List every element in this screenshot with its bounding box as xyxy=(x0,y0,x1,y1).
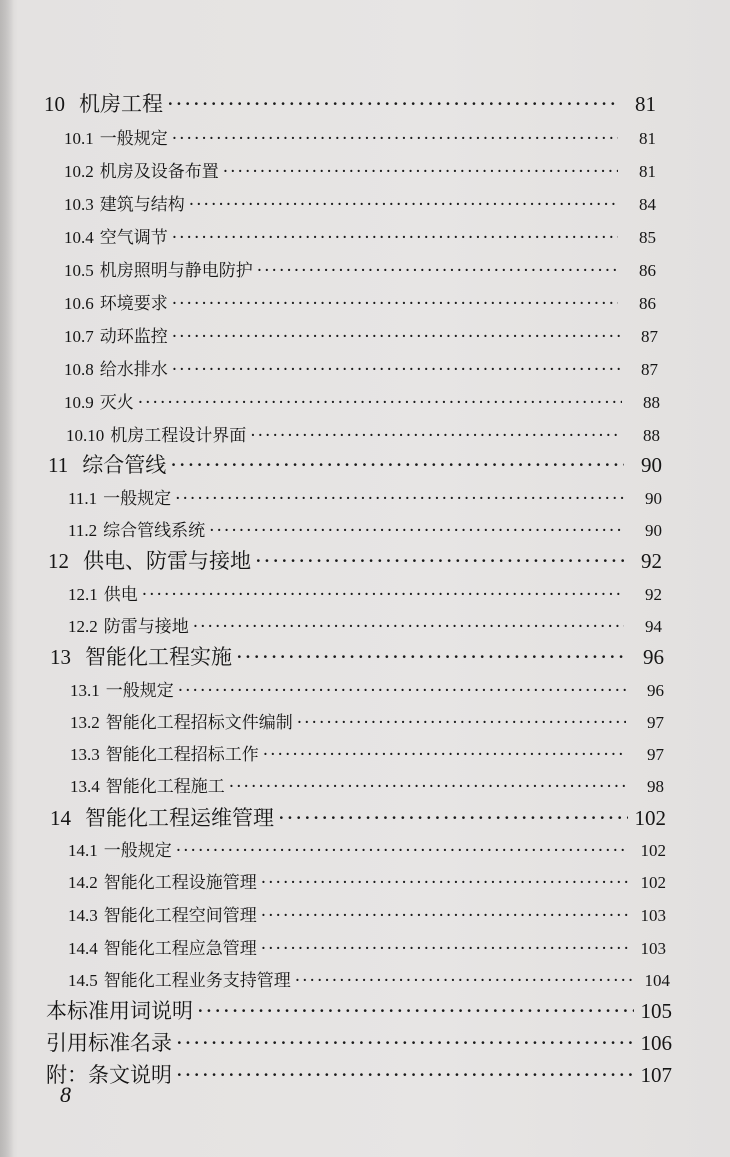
chapter-title: 智能化工程运维管理 xyxy=(85,806,274,830)
chapter-title: 智能化工程实施 xyxy=(85,645,232,669)
toc-section-14-1 xyxy=(68,836,666,861)
page-number: 85 xyxy=(639,228,656,247)
page-number: 107 xyxy=(640,1063,672,1087)
toc-section-12-1 xyxy=(68,580,662,605)
dot-leader xyxy=(223,162,618,182)
page-number: 88 xyxy=(643,426,660,445)
section-number: 10.5 xyxy=(64,261,94,280)
toc-explanation-of-provisions xyxy=(46,1059,672,1089)
toc-section-10-6 xyxy=(64,289,656,314)
section-number: 14.3 xyxy=(68,906,98,925)
chapter-number: 10 xyxy=(44,92,65,116)
page-number: 105 xyxy=(640,999,672,1023)
dot-leader xyxy=(257,261,618,281)
page-number: 86 xyxy=(639,261,656,280)
section-number: 10.3 xyxy=(64,195,94,214)
chapter-number: 12 xyxy=(48,549,69,573)
dot-leader xyxy=(250,426,622,446)
toc-section-13-2 xyxy=(70,708,664,733)
page-number: 81 xyxy=(639,129,656,148)
dot-leader xyxy=(170,453,624,477)
section-number: 14.2 xyxy=(68,873,98,892)
toc-section-10-2 xyxy=(64,157,656,182)
section-title: 给水排水 xyxy=(99,360,168,380)
section-title: 环境要求 xyxy=(99,294,168,314)
dot-leader xyxy=(172,327,620,347)
dot-leader xyxy=(172,360,620,380)
page-number: 90 xyxy=(645,521,662,540)
dot-leader xyxy=(176,841,628,861)
section-title: 防雷与接地 xyxy=(103,617,189,637)
toc-section-13-3 xyxy=(70,740,664,765)
toc-section-13-4 xyxy=(70,772,664,797)
dot-leader xyxy=(176,1063,634,1087)
page-number: 90 xyxy=(641,453,662,477)
section-number: 13.3 xyxy=(70,745,100,764)
dot-leader xyxy=(261,939,628,959)
toc-usage-notes xyxy=(46,995,672,1025)
page-number: 96 xyxy=(647,681,664,700)
section-title: 一般规定 xyxy=(99,129,168,149)
section-number: 12.2 xyxy=(68,617,98,636)
toc-section-13-1 xyxy=(70,676,664,701)
dot-leader xyxy=(175,489,624,509)
page-number: 86 xyxy=(639,294,656,313)
toc-section-10-1 xyxy=(64,124,656,149)
toc-section-11-1 xyxy=(68,484,662,509)
page-number: 106 xyxy=(640,1031,672,1055)
toc-section-14-2 xyxy=(68,868,666,893)
chapter-number: 14 xyxy=(50,806,71,830)
dot-leader xyxy=(189,195,618,215)
dot-leader xyxy=(138,393,622,413)
toc-chapter-12 xyxy=(48,545,662,575)
toc-section-14-4 xyxy=(68,934,666,959)
page-number: 92 xyxy=(641,549,662,573)
toc-section-14-3 xyxy=(68,901,666,926)
section-number: 11.2 xyxy=(68,521,98,540)
section-number: 10.9 xyxy=(64,393,94,412)
toc-section-10-9 xyxy=(64,388,660,413)
dot-leader xyxy=(209,521,624,541)
page-number: 98 xyxy=(647,777,664,796)
toc-section-10-5 xyxy=(64,256,656,281)
section-title: 智能化工程施工 xyxy=(105,777,225,797)
section-title: 机房及设备布置 xyxy=(99,162,219,182)
section-number: 10.10 xyxy=(66,426,105,445)
section-number: 10.4 xyxy=(64,228,94,247)
page-number: 84 xyxy=(639,195,656,214)
page-number: 81 xyxy=(635,92,656,116)
section-title: 智能化工程空间管理 xyxy=(103,906,257,926)
section-title: 智能化工程业务支持管理 xyxy=(103,971,291,991)
page-number: 104 xyxy=(644,971,670,990)
section-number: 10.7 xyxy=(64,327,94,346)
page-folio: 8 xyxy=(60,1082,71,1107)
page-number: 97 xyxy=(647,713,664,732)
toc-chapter-11 xyxy=(48,449,662,479)
section-number: 14.4 xyxy=(68,939,98,958)
chapter-number: 11 xyxy=(48,453,69,477)
backmatter-title: 附：条文说明 xyxy=(46,1063,172,1087)
page-number: 102 xyxy=(634,806,666,830)
section-title: 综合管线系统 xyxy=(103,521,206,541)
dot-leader xyxy=(142,585,624,605)
toc-section-10-4 xyxy=(64,223,656,248)
page-number: 96 xyxy=(643,645,664,669)
toc-referenced-standards xyxy=(46,1027,672,1057)
page-number: 87 xyxy=(641,360,658,379)
page-number: 88 xyxy=(643,393,660,412)
dot-leader xyxy=(295,971,632,991)
section-title: 智能化工程招标工作 xyxy=(105,745,259,765)
dot-leader xyxy=(172,228,618,248)
section-number: 10.1 xyxy=(64,129,94,148)
chapter-title: 机房工程 xyxy=(79,92,163,116)
section-title: 建筑与结构 xyxy=(99,195,185,215)
section-title: 动环监控 xyxy=(99,327,168,347)
section-number: 13.2 xyxy=(70,713,100,732)
dot-leader xyxy=(172,294,618,314)
page-number: 92 xyxy=(645,585,662,604)
page-number: 94 xyxy=(645,617,662,636)
dot-leader xyxy=(197,999,634,1023)
dot-leader xyxy=(261,906,628,926)
toc-section-10-8 xyxy=(64,355,658,380)
toc-section-10-3 xyxy=(64,190,656,215)
section-title: 机房照明与静电防护 xyxy=(99,261,253,281)
toc-section-11-2 xyxy=(68,516,662,541)
section-number: 10.6 xyxy=(64,294,94,313)
dot-leader xyxy=(297,713,626,733)
page-number: 81 xyxy=(639,162,656,181)
section-title: 一般规定 xyxy=(103,841,172,861)
section-number: 12.1 xyxy=(68,585,98,604)
section-number: 10.8 xyxy=(64,360,94,379)
dot-leader xyxy=(229,777,626,797)
chapter-title: 综合管线 xyxy=(82,453,167,477)
toc-section-10-7 xyxy=(64,322,658,347)
toc-chapter-10 xyxy=(44,88,656,118)
dot-leader xyxy=(261,873,628,893)
section-number: 10.2 xyxy=(64,162,94,181)
section-title: 供电 xyxy=(103,585,138,605)
section-number: 11.1 xyxy=(68,489,98,508)
dot-leader xyxy=(278,806,628,830)
page-number: 102 xyxy=(640,873,666,892)
page-number: 103 xyxy=(640,939,666,958)
section-title: 一般规定 xyxy=(105,681,174,701)
toc-chapter-13 xyxy=(50,641,664,671)
page-number: 97 xyxy=(647,745,664,764)
dot-leader xyxy=(236,645,626,669)
section-number: 14.5 xyxy=(68,971,98,990)
section-title: 智能化工程设施管理 xyxy=(103,873,257,893)
backmatter-title: 本标准用词说明 xyxy=(46,999,193,1023)
dot-leader xyxy=(255,549,624,573)
section-title: 一般规定 xyxy=(103,489,172,509)
spine-shadow xyxy=(0,0,14,1157)
page-number: 103 xyxy=(640,906,666,925)
toc-section-14-5 xyxy=(68,966,670,991)
page-number: 87 xyxy=(641,327,658,346)
section-title: 空气调节 xyxy=(99,228,168,248)
dot-leader xyxy=(176,1031,634,1055)
toc-section-10-10 xyxy=(66,421,660,446)
toc-section-12-2 xyxy=(68,612,662,637)
dot-leader xyxy=(172,129,618,149)
chapter-title: 供电、防雷与接地 xyxy=(83,549,251,573)
dot-leader xyxy=(178,681,626,701)
dot-leader xyxy=(193,617,624,637)
dot-leader xyxy=(263,745,626,765)
toc-chapter-14 xyxy=(50,802,666,832)
section-number: 14.1 xyxy=(68,841,98,860)
chapter-number: 13 xyxy=(50,645,71,669)
section-title: 机房工程设计界面 xyxy=(110,426,247,446)
section-title: 智能化工程应急管理 xyxy=(103,939,257,959)
section-number: 13.1 xyxy=(70,681,100,700)
backmatter-title: 引用标准名录 xyxy=(46,1031,172,1055)
dot-leader xyxy=(167,92,618,116)
page-number: 102 xyxy=(640,841,666,860)
section-number: 13.4 xyxy=(70,777,100,796)
page-number: 90 xyxy=(645,489,662,508)
section-title: 灭火 xyxy=(99,393,134,413)
section-title: 智能化工程招标文件编制 xyxy=(105,713,293,733)
